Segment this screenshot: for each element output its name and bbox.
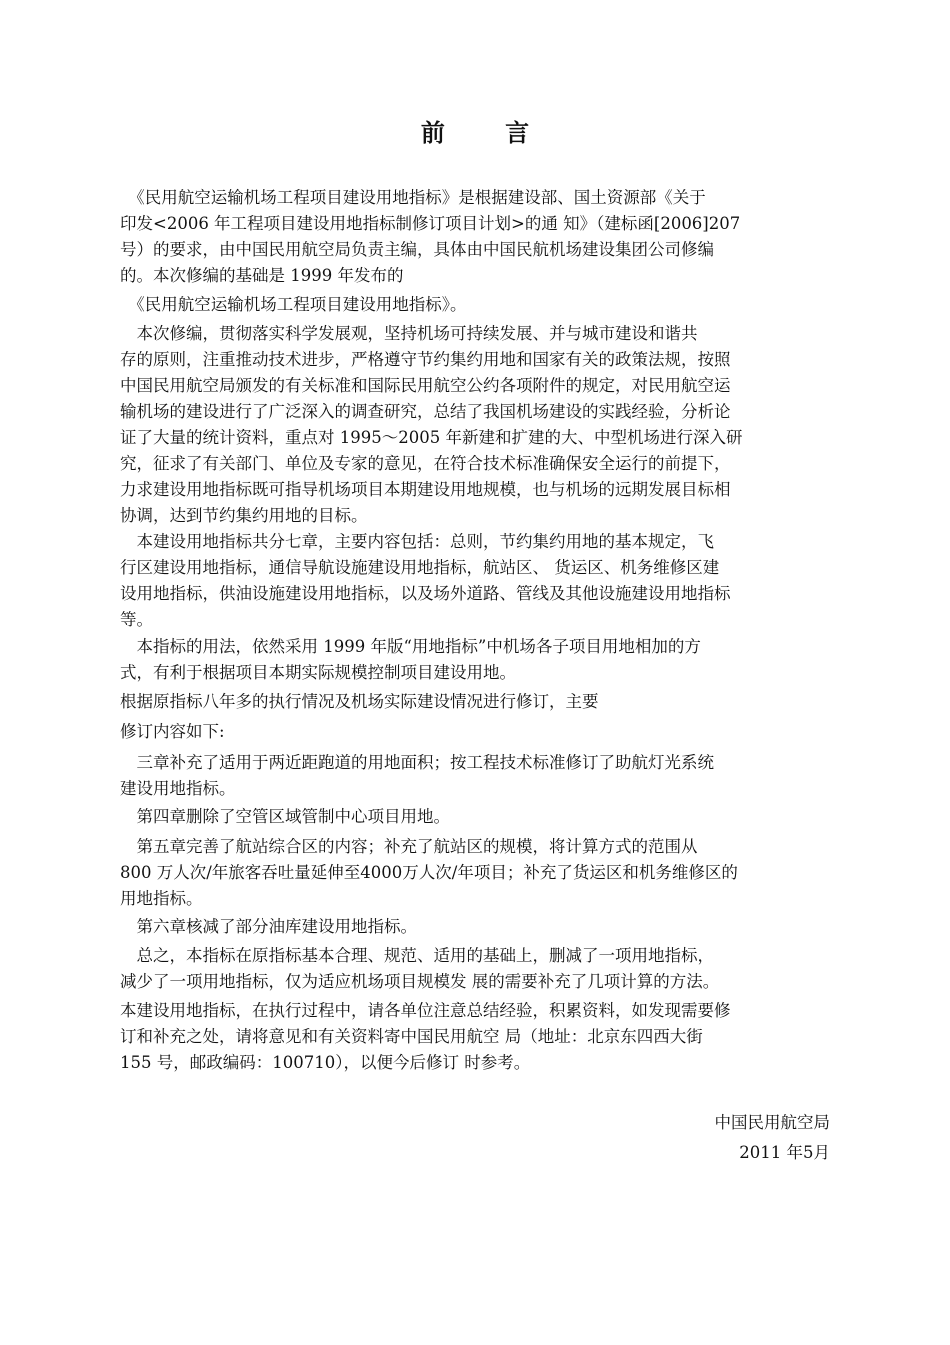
text-line: 《民用航空运输机场工程项目建设用地指标》是根据建设部、国土资源部《关于 <box>120 188 706 207</box>
text-line: 第六章核减了部分油库建设用地指标。 <box>120 917 417 936</box>
text-line: 155 号，邮政编码：100710），以便今后修订 时参考。 <box>120 1053 531 1072</box>
text-line: 本指标的用法，依然采用 1999 年版“用地指标”中机场各子项目用地相加的方 <box>120 637 701 656</box>
text-line: 800 万人次/年旅客吞吐量延伸至4000万人次/年项目；补充了货运区和机务维修区的 <box>120 863 738 882</box>
text-line: 输机场的建设进行了广泛深入的调查研究，总结了我国机场建设的实践经验，分析论 <box>120 402 731 421</box>
text-line: 协调，达到节约集约用地的目标。 <box>120 506 368 525</box>
text-line: 三章补充了适用于两近距跑道的用地面积；按工程技术标准修订了助航灯光系统 <box>120 753 714 772</box>
text-line: 本次修编，贯彻落实科学发展观，坚持机场可持续发展、并与城市建设和谐共 <box>120 324 698 343</box>
page-title: 前 言 <box>420 119 556 147</box>
text-line: 号）的要求，由中国民用航空局负责主编，具体由中国民航机场建设集团公司修编 <box>120 240 714 259</box>
text-line: 《民用航空运输机场工程项目建设用地指标》。 <box>120 295 467 314</box>
text-line: 修订内容如下: <box>120 722 225 741</box>
text-line: 第四章删除了空管区域管制中心项目用地。 <box>120 807 450 826</box>
text-line: 力求建设用地指标既可指导机场项目本期建设用地规模，也与机场的远期发展目标相 <box>120 480 731 499</box>
text-line: 用地指标。 <box>120 889 203 908</box>
text-line: 证了大量的统计资料，重点对 1995～2005 年新建和扩建的大、中型机场进行深入研 <box>120 428 743 447</box>
text-line: 减少了一项用地指标，仅为适应机场项目规模发 展的需要补充了几项计算的方法。 <box>120 972 720 991</box>
text-line: 的。本次修编的基础是 1999 年发布的 <box>120 266 404 285</box>
text-line: 根据原指标八年多的执行情况及机场实际建设情况进行修订，主要 <box>120 692 599 711</box>
text-line: 等。 <box>120 610 153 629</box>
text-line: 设用地指标，供油设施建设用地指标，以及场外道路、管线及其他设施建设用地指标 <box>120 584 731 603</box>
text-line: 究，征求了有关部门、单位及专家的意见，在符合技术标准确保安全运行的前提下， <box>120 454 731 473</box>
signature-org: 中国民用航空局 <box>714 1113 830 1132</box>
text-line: 本建设用地指标，在执行过程中，请各单位注意总结经验，积累资料，如发现需要修 <box>120 1001 731 1020</box>
text-line: 第五章完善了航站综合区的内容；补充了航站区的规模，将计算方式的范围从 <box>120 837 698 856</box>
signature-date: 2011 年5月 <box>739 1143 830 1162</box>
text-line: 本建设用地指标共分七章，主要内容包括：总则，节约集约用地的基本规定，飞 <box>120 532 714 551</box>
text-line: 式，有利于根据项目本期实际规模控制项目建设用地。 <box>120 663 516 682</box>
text-line: 订和补充之处，请将意见和有关资料寄中国民用航空 局（地址：北京东四西大街 <box>120 1027 703 1046</box>
text-line: 中国民用航空局颁发的有关标准和国际民用航空公约各项附件的规定，对民用航空运 <box>120 376 731 395</box>
text-line: 存的原则，注重推动技术进步，严格遵守节约集约用地和国家有关的政策法规，按照 <box>120 350 731 369</box>
text-line: 行区建设用地指标，通信导航设施建设用地指标，航站区、 货运区、机务维修区建 <box>120 558 720 577</box>
text-line: 建设用地指标。 <box>120 779 236 798</box>
text-line: 印发<2006 年工程项目建设用地指标制修订项目计划>的通 知》（建标函[2006]207 <box>120 214 741 233</box>
text-line: 总之，本指标在原指标基本合理、规范、适用的基础上，删减了一项用地指标， <box>120 946 714 965</box>
